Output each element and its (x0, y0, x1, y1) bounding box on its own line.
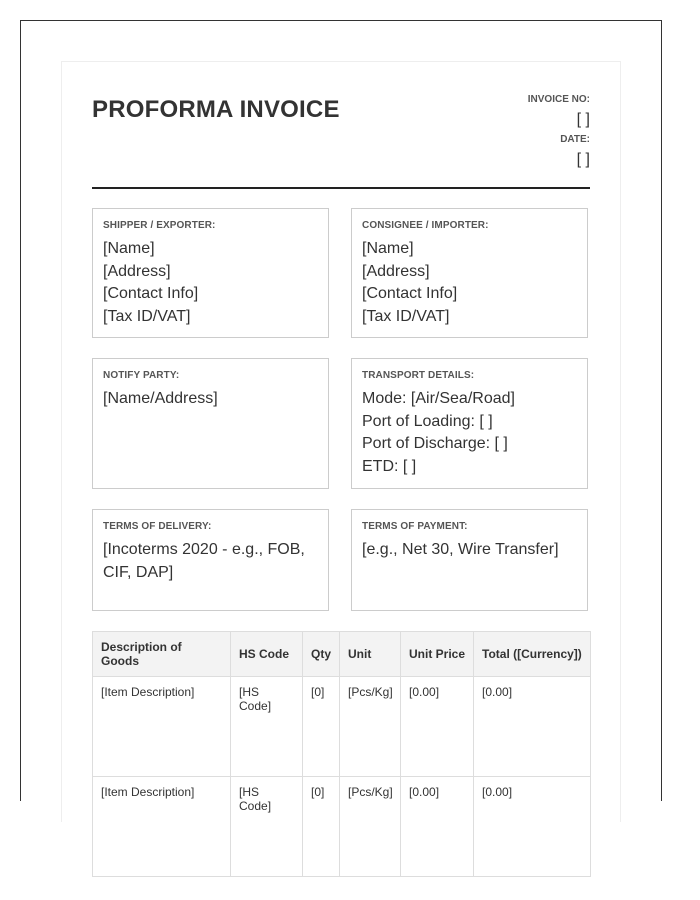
shipper-label: SHIPPER / EXPORTER: (103, 220, 216, 231)
transport-label: TRANSPORT DETAILS: (362, 370, 475, 381)
delivery-terms-box (92, 509, 329, 611)
notify-party-label: NOTIFY PARTY: (103, 370, 180, 381)
cell-description: [Item Description] (93, 777, 231, 877)
delivery-terms-label: TERMS OF DELIVERY: (103, 521, 212, 532)
cell-unit-price: [0.00] (401, 777, 474, 877)
date-value: [ ] (576, 151, 590, 168)
cell-unit-price: [0.00] (401, 677, 474, 777)
shipper-box (92, 208, 329, 338)
port-of-discharge: Port of Discharge: [ ] (362, 435, 508, 452)
table-header-row (93, 632, 591, 677)
consignee-tax-id: [Tax ID/VAT] (362, 307, 450, 325)
date-label: DATE: (560, 134, 590, 145)
consignee-address: [Address] (362, 262, 430, 280)
notify-party-box (92, 358, 329, 489)
table-row (93, 677, 591, 777)
column-header-hs-code: HS Code (231, 632, 303, 677)
consignee-box (351, 208, 588, 338)
document-title: PROFORMA INVOICE (92, 96, 340, 123)
payment-terms-value: [e.g., Net 30, Wire Transfer] (362, 541, 559, 558)
delivery-terms-value: [Incoterms 2020 - e.g., FOB, CIF, DAP] (103, 541, 305, 581)
cell-unit: [Pcs/Kg] (340, 777, 401, 877)
invoice-number-value: [ ] (576, 111, 590, 128)
invoice-number-label: INVOICE NO: (527, 94, 590, 105)
payment-terms-box (351, 509, 588, 611)
transport-box (351, 358, 588, 489)
invoice-meta (528, 94, 590, 174)
invoice-sheet (61, 61, 621, 822)
consignee-label: CONSIGNEE / IMPORTER: (362, 220, 489, 231)
cell-total: [0.00] (474, 677, 591, 777)
column-header-unit-price: Unit Price (401, 632, 474, 677)
cell-qty: [0] (303, 677, 340, 777)
cell-total: [0.00] (474, 777, 591, 877)
consignee-name: [Name] (362, 240, 414, 257)
column-header-unit: Unit (340, 632, 401, 677)
cell-description: [Item Description] (93, 677, 231, 777)
cell-hs-code: [HS Code] (231, 777, 303, 877)
cell-qty: [0] (303, 777, 340, 877)
etd: ETD: [ ] (362, 457, 417, 475)
line-items-table (92, 631, 591, 877)
column-header-qty: Qty (303, 632, 340, 677)
transport-mode: Mode: [Air/Sea/Road] (362, 390, 515, 407)
port-of-loading: Port of Loading: [ ] (362, 412, 493, 430)
notify-party-name: [Name/Address] (103, 390, 218, 407)
shipper-name: [Name] (103, 240, 155, 257)
payment-terms-label: TERMS OF PAYMENT: (362, 521, 468, 532)
cell-unit: [Pcs/Kg] (340, 677, 401, 777)
shipper-address: [Address] (103, 262, 171, 280)
shipper-contact: [Contact Info] (103, 285, 199, 302)
table-row (93, 777, 591, 877)
invoice-header (92, 62, 590, 189)
shipper-tax-id: [Tax ID/VAT] (103, 307, 191, 325)
column-header-total: Total ([Currency]) (474, 632, 591, 677)
cell-hs-code: [HS Code] (231, 677, 303, 777)
consignee-contact: [Contact Info] (362, 285, 458, 302)
column-header-description: Description of Goods (93, 632, 231, 677)
document-viewport (20, 20, 662, 813)
